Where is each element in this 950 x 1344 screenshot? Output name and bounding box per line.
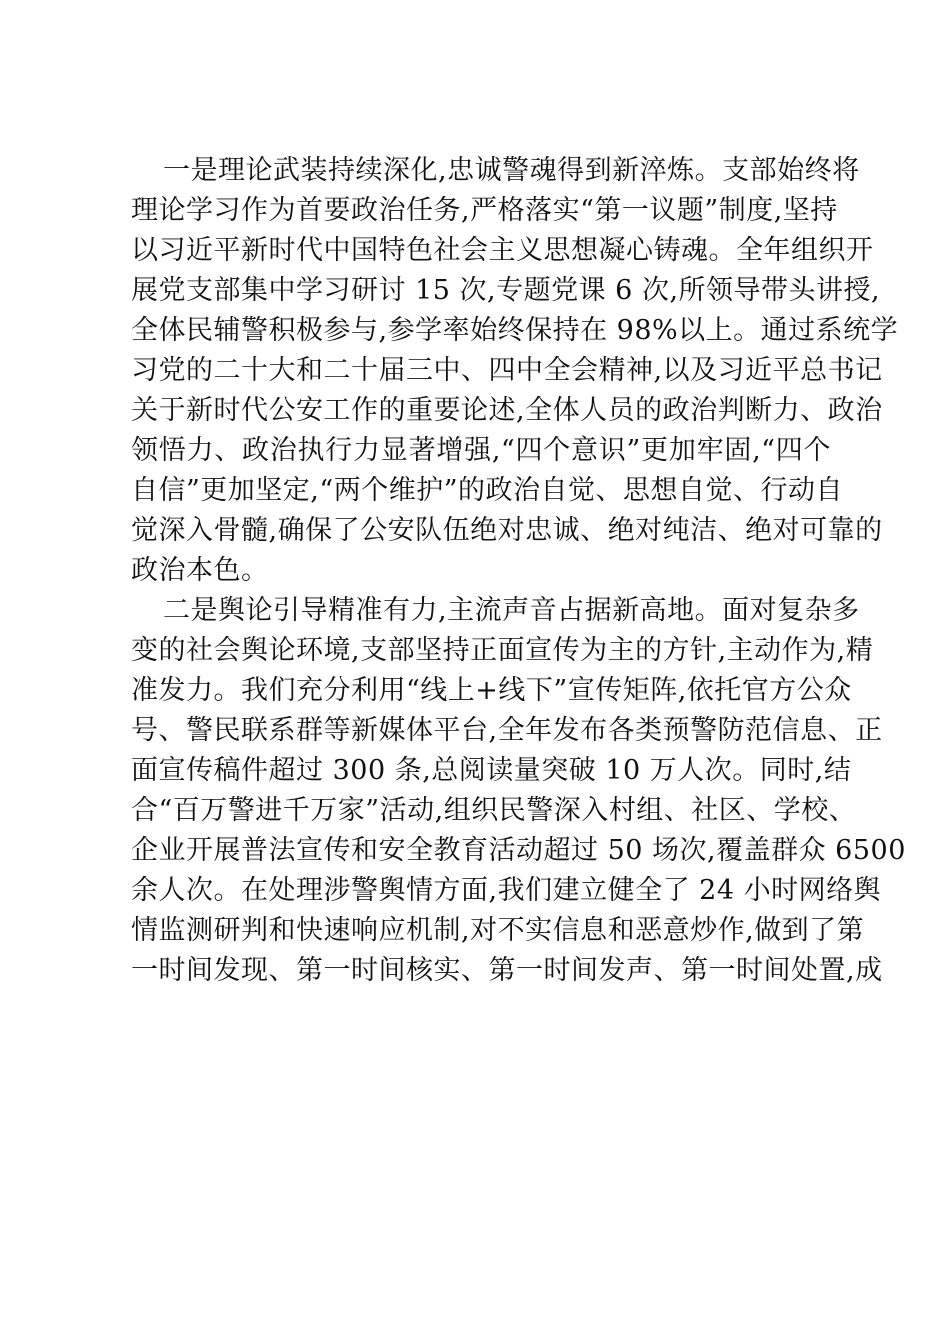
paragraph-line: 一时间发现、第一时间核实、第一时间发声、第一时间处置,成 — [131, 955, 883, 986]
paragraph-line: 展党支部集中学习研讨 15 次,专题党课 6 次,所领导带头讲授, — [131, 275, 881, 306]
paragraph-line: 习党的二十大和二十届三中、四中全会精神,以及习近平总书记 — [131, 355, 883, 386]
paragraph-line: 以习近平新时代中国特色社会主义思想凝心铸魂。全年组织开 — [131, 235, 874, 266]
paragraph-line: 二是舆论引导精准有力,主流声音占据新高地。面对复杂多 — [163, 595, 860, 626]
paragraph-line: 余人次。在处理涉警舆情方面,我们建立健全了 24 小时网络舆 — [131, 875, 882, 906]
paragraph-line: 领悟力、政治执行力显著增强,“四个意识”更加牢固,“四个 — [131, 435, 831, 466]
paragraph-line: 理论学习作为首要政治任务,严格落实“第一议题”制度,坚持 — [131, 195, 838, 226]
paragraph-line: 觉深入骨髓,确保了公安队伍绝对忠诚、绝对纯洁、绝对可靠的 — [131, 515, 883, 546]
paragraph-1 — [131, 151, 899, 591]
paragraph-line: 关于新时代公安工作的重要论述,全体人员的政治判断力、政治 — [131, 395, 883, 426]
paragraph-line: 情监测研判和快速响应机制,对不实信息和恶意炒作,做到了第 — [131, 915, 865, 946]
document-body — [131, 151, 906, 991]
paragraph-line: 面宣传稿件超过 300 条,总阅读量突破 10 万人次。同时,结 — [131, 755, 852, 786]
paragraph-line: 变的社会舆论环境,支部坚持正面宣传为主的方针,主动作为,精 — [131, 635, 874, 666]
paragraph-line: 政治本色。 — [131, 555, 269, 586]
paragraph-2 — [131, 591, 906, 991]
paragraph-line: 自信”更加坚定,“两个维护”的政治自觉、思想自觉、行动自 — [131, 475, 843, 506]
paragraph-line: 一是理论武装持续深化,忠诚警魂得到新淬炼。支部始终将 — [163, 155, 860, 186]
paragraph-line: 合“百万警进千万家”活动,组织民警深入村组、社区、学校、 — [131, 795, 857, 826]
paragraph-line: 号、警民联系群等新媒体平台,全年发布各类预警防范信息、正 — [131, 715, 883, 746]
paragraph-line: 企业开展普法宣传和安全教育活动超过 50 场次,覆盖群众 6500 — [131, 835, 906, 866]
paragraph-line: 准发力。我们充分利用“线上+线下”宣传矩阵,依托官方公众 — [131, 675, 852, 706]
paragraph-line: 全体民辅警积极参与,参学率始终保持在 98%以上。通过系统学 — [131, 315, 899, 346]
